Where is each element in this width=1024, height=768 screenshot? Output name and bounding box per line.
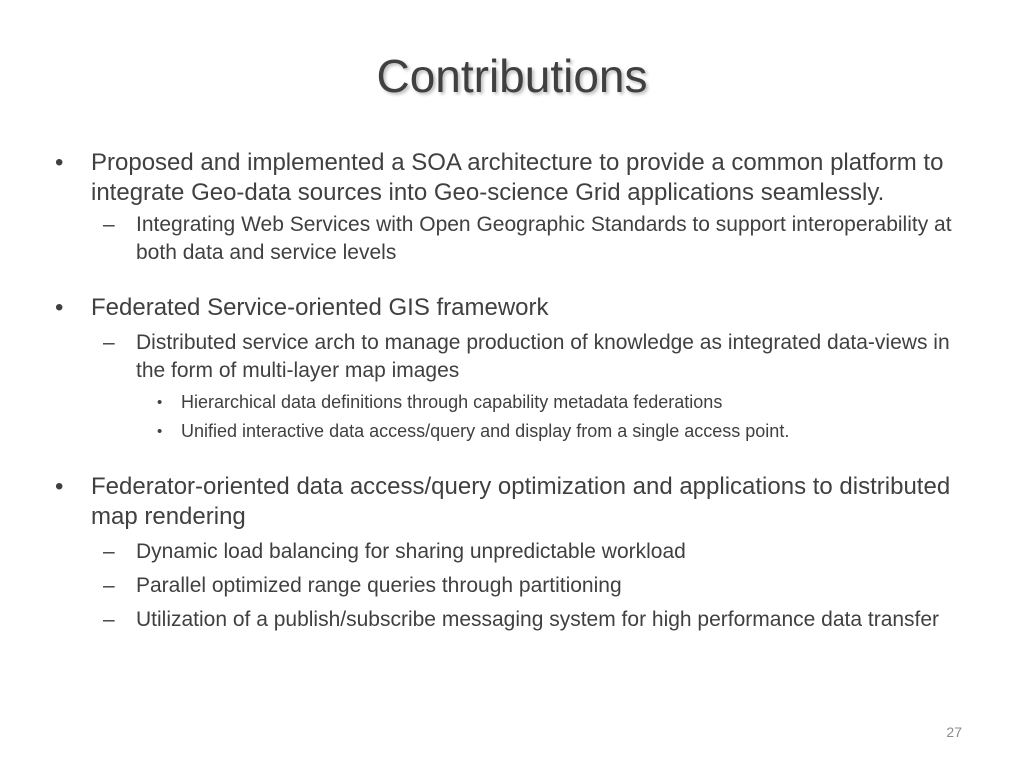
sub-bullet-text: Distributed service arch to manage production of knowledge as integrated data-views in the form of multi-layer map images [136,331,950,382]
sub-bullet-item [55,538,975,566]
bullet-marker: • [55,294,64,321]
sub-sub-bullet-item [55,417,975,446]
sub-bullet-text: Parallel optimized range queries through partitioning [136,574,622,597]
sub-bullet-text: Dynamic load balancing for sharing unpredictable workload [136,540,686,563]
dash-marker: – [103,608,115,631]
slide-title: Contributions [376,50,648,102]
dash-marker: – [103,331,115,354]
bullet-text: Proposed and implemented a SOA architecture to provide a common platform to integrate Geo-data sources into Geo-science Grid applications seamlessly. [91,149,944,206]
bullet-marker: • [157,394,163,411]
bullet-marker: • [157,423,163,440]
sub-sub-bullet-item [55,388,975,417]
dash-marker: – [103,540,115,563]
sub-bullet-item [55,606,975,634]
bullet-item [55,293,975,323]
sub-bullet-item [55,572,975,600]
bullet-marker: • [55,473,64,500]
dash-marker: – [103,213,115,236]
sub-bullet-item [55,329,975,385]
dash-marker: – [103,574,115,597]
bullet-text: Federated Service-oriented GIS framework [91,294,549,321]
sub-sub-bullet-text: Unified interactive data access/query and display from a single access point. [181,421,790,441]
page-number: 27 [946,724,962,740]
sub-bullet-text: Integrating Web Services with Open Geographic Standards to support interoperability at both data and service levels [136,213,952,264]
sub-bullet-item [55,211,975,267]
bullet-marker: • [55,149,64,176]
sub-bullet-text: Utilization of a publish/subscribe messaging system for high performance data transfer [136,608,940,631]
bullet-item [55,472,975,532]
sub-sub-bullet-text: Hierarchical data definitions through capability metadata federations [181,392,723,412]
bullet-item [55,148,975,208]
bullet-list [55,148,975,634]
bullet-text: Federator-oriented data access/query optimization and applications to distributed map rendering [91,473,951,530]
